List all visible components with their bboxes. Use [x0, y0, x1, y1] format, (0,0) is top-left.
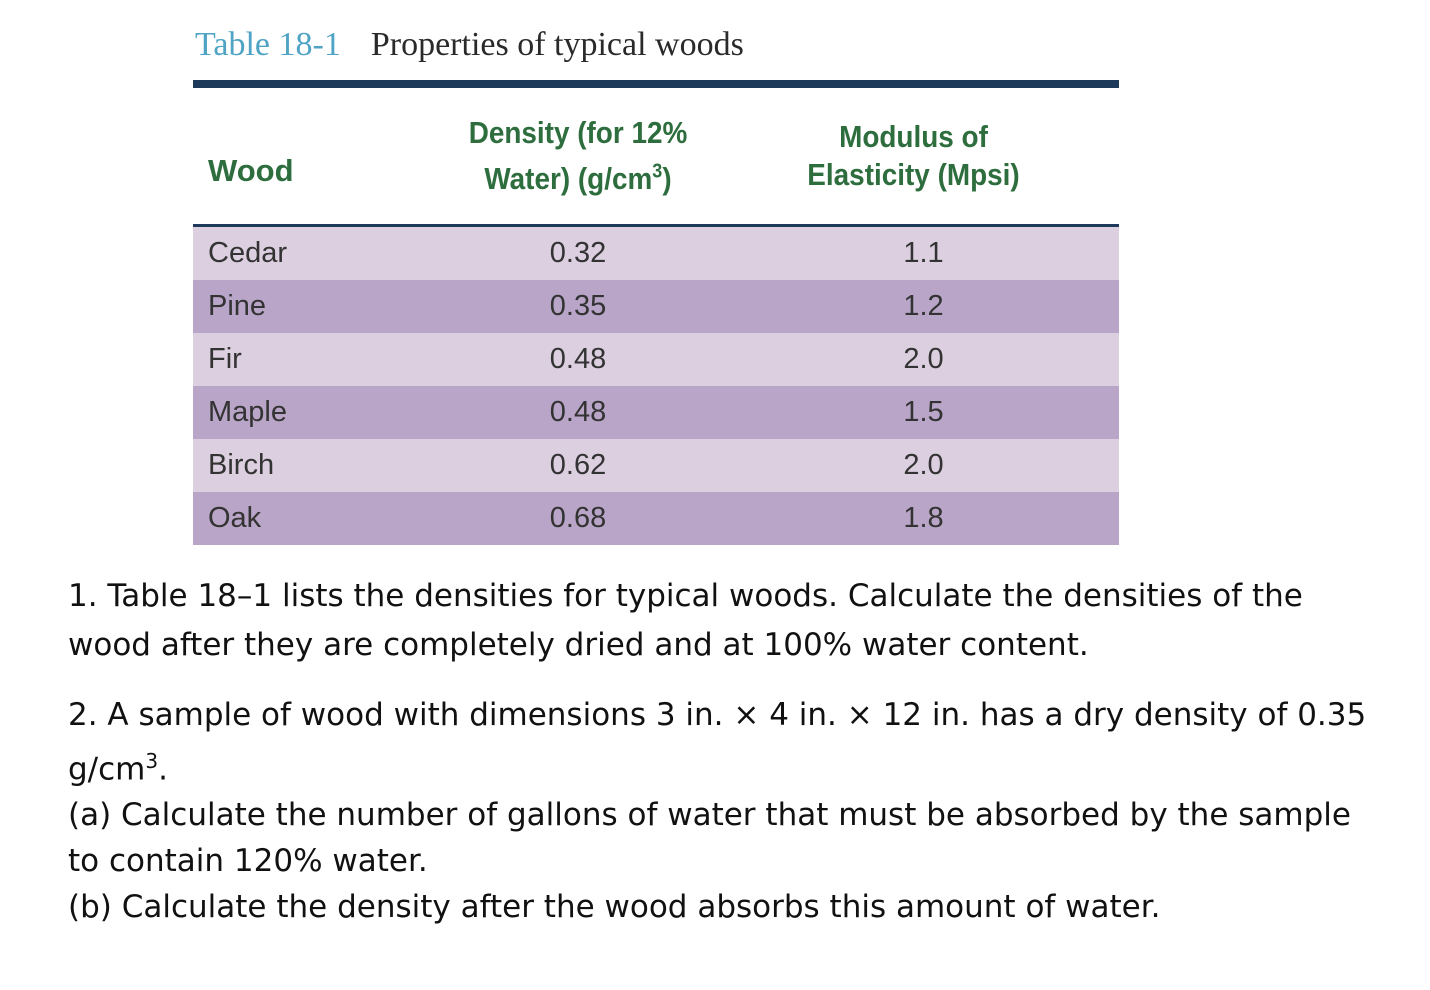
table-caption [195, 26, 744, 64]
question-2-intro-text: 2. A sample of wood with dimensions 3 in. × 4 in. × 12 in. has a dry density of 0.35 g/cm [68, 697, 1367, 788]
header-density [461, 84, 695, 226]
header-density-line1: Density (for 12% [468, 115, 688, 151]
table-row [193, 333, 1119, 386]
header-density-sup: 3 [652, 160, 663, 183]
header-modulus-line1: Modulus of [839, 119, 988, 154]
cell-wood: Fir [208, 343, 242, 375]
cell-wood: Oak [208, 502, 262, 534]
cell-density: 0.48 [549, 396, 607, 428]
cell-modulus: 1.1 [903, 237, 944, 269]
table-row [193, 280, 1119, 333]
cell-wood: Pine [208, 290, 267, 322]
table-row [193, 439, 1119, 492]
question-2-intro [68, 692, 1388, 792]
question-1: 1. Table 18–1 lists the densities for typical woods. Calculate the densities of the wood after they are completely dried and at 100% water content. [68, 578, 1303, 663]
table-header-row [193, 84, 1119, 226]
header-density-close: ) [662, 160, 672, 196]
table-body [193, 226, 1119, 546]
cell-modulus: 1.8 [903, 502, 944, 534]
cell-wood: Maple [208, 396, 287, 428]
cell-modulus: 2.0 [903, 343, 944, 375]
question-2-sup: 3 [145, 749, 159, 773]
header-density-unit: Water) (g/cm [484, 160, 653, 196]
question-2 [68, 692, 1388, 930]
header-modulus [729, 84, 1099, 226]
table-title: Properties of typical woods [370, 26, 744, 63]
cell-density: 0.35 [549, 290, 607, 322]
cell-modulus: 1.5 [903, 396, 944, 428]
table-row [193, 492, 1119, 545]
cell-density: 0.48 [549, 343, 607, 375]
cell-wood: Cedar [208, 237, 287, 269]
header-modulus-line2: Elasticity (Mpsi) [807, 157, 1020, 192]
question-2a: (a) Calculate the number of gallons of water that must be absorbed by the sample to contain 120% water. [68, 797, 1351, 880]
cell-modulus: 2.0 [903, 449, 944, 481]
header-wood: Wood [193, 84, 448, 226]
cell-density: 0.32 [549, 237, 607, 269]
table-row [193, 386, 1119, 439]
header-density-line2 [484, 161, 671, 196]
cell-wood: Birch [208, 449, 275, 481]
wood-properties-table [193, 80, 1119, 545]
question-2b: (b) Calculate the density after the wood absorbs this amount of water. [68, 889, 1161, 926]
question-2-period: . [158, 751, 168, 788]
cell-density: 0.68 [549, 502, 607, 534]
table-number: Table 18-1 [195, 26, 341, 63]
cell-modulus: 1.2 [903, 290, 944, 322]
cell-density: 0.62 [549, 449, 607, 481]
table-row [193, 226, 1119, 281]
